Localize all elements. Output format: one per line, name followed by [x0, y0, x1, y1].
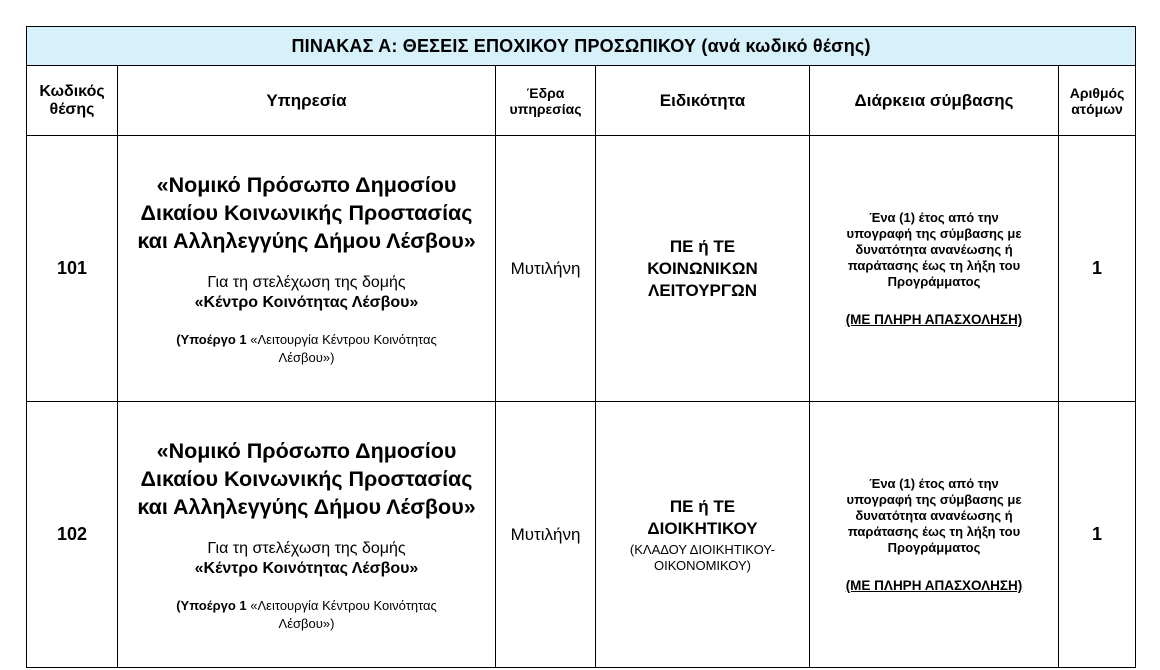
table-title: ΠΙΝΑΚΑΣ Α: ΘΕΣΕΙΣ ΕΠΟΧΙΚΟΥ ΠΡΟΣΩΠΙΚΟΥ (ανά κωδικό θέσης): [27, 27, 1136, 66]
duration-cell: [810, 402, 1059, 668]
table-row: [27, 136, 1136, 402]
service-seat: Μυτιλήνη: [496, 402, 596, 668]
subproject-note: (Υποέργο 1 «Λειτουργία Κέντρου Κοινότητας Λέσβου»): [176, 597, 437, 631]
position-code: 101: [27, 136, 118, 402]
service-seat: Μυτιλήνη: [496, 136, 596, 402]
duration-cell: [810, 136, 1059, 402]
service-title: «Νομικό Πρόσωπο Δημοσίου Δικαίου Κοινωνικής Προστασίας και Αλληλεγγύης Δήμου Λέσβου»: [137, 438, 476, 519]
header-code: Κωδικός θέσης: [27, 66, 118, 136]
duration-text: Ένα (1) έτος από την υπογραφή της σύμβασης με δυνατότητα ανανέωσης ή παράτασης έως τη λήξη του Προγράμματος: [846, 210, 1022, 289]
specialty-cell: [596, 402, 810, 668]
header-seat: Έδρα υπηρεσίας: [496, 66, 596, 136]
service-cell: [118, 402, 496, 668]
specialty-main: ΠΕ ή ΤΕ ΚΟΙΝΩΝΙΚΩΝ ΛΕΙΤΟΥΡΓΩΝ: [647, 236, 758, 300]
service-staffing: Για τη στελέχωση της δομής «Κέντρο Κοινότητας Λέσβου»: [194, 273, 419, 311]
duration-text: Ένα (1) έτος από την υπογραφή της σύμβασης με δυνατότητα ανανέωσης ή παράτασης έως τη λήξη του Προγράμματος: [846, 476, 1022, 555]
employment-type: (ΜΕ ΠΛΗΡΗ ΑΠΑΣΧΟΛΗΣΗ): [845, 578, 1023, 593]
specialty-cell: [596, 136, 810, 402]
service-title: «Νομικό Πρόσωπο Δημοσίου Δικαίου Κοινωνικής Προστασίας και Αλληλεγγύης Δήμου Λέσβου»: [137, 172, 476, 253]
employment-type: (ΜΕ ΠΛΗΡΗ ΑΠΑΣΧΟΛΗΣΗ): [845, 312, 1023, 327]
position-code: 102: [27, 402, 118, 668]
persons-count: 1: [1059, 136, 1136, 402]
header-specialty: Ειδικότητα: [596, 66, 810, 136]
positions-table: [26, 26, 1136, 668]
header-service: Υπηρεσία: [118, 66, 496, 136]
specialty-branch: (ΚΛΑΔΟΥ ΔΙΟΙΚΗΤΙΚΟΥ- ΟΙΚΟΝΟΜΙΚΟΥ): [629, 541, 776, 573]
persons-count: 1: [1059, 402, 1136, 668]
specialty-main: ΠΕ ή ΤΕ ΔΙΟΙΚΗΤΙΚΟΥ: [647, 496, 758, 538]
header-duration: Διάρκεια σύμβασης: [810, 66, 1059, 136]
service-cell: [118, 136, 496, 402]
header-count: Αριθμός ατόμων: [1059, 66, 1136, 136]
table-row: [27, 402, 1136, 668]
subproject-note: (Υποέργο 1 «Λειτουργία Κέντρου Κοινότητας Λέσβου»): [176, 331, 437, 365]
service-staffing: Για τη στελέχωση της δομής «Κέντρο Κοινότητας Λέσβου»: [194, 539, 419, 577]
